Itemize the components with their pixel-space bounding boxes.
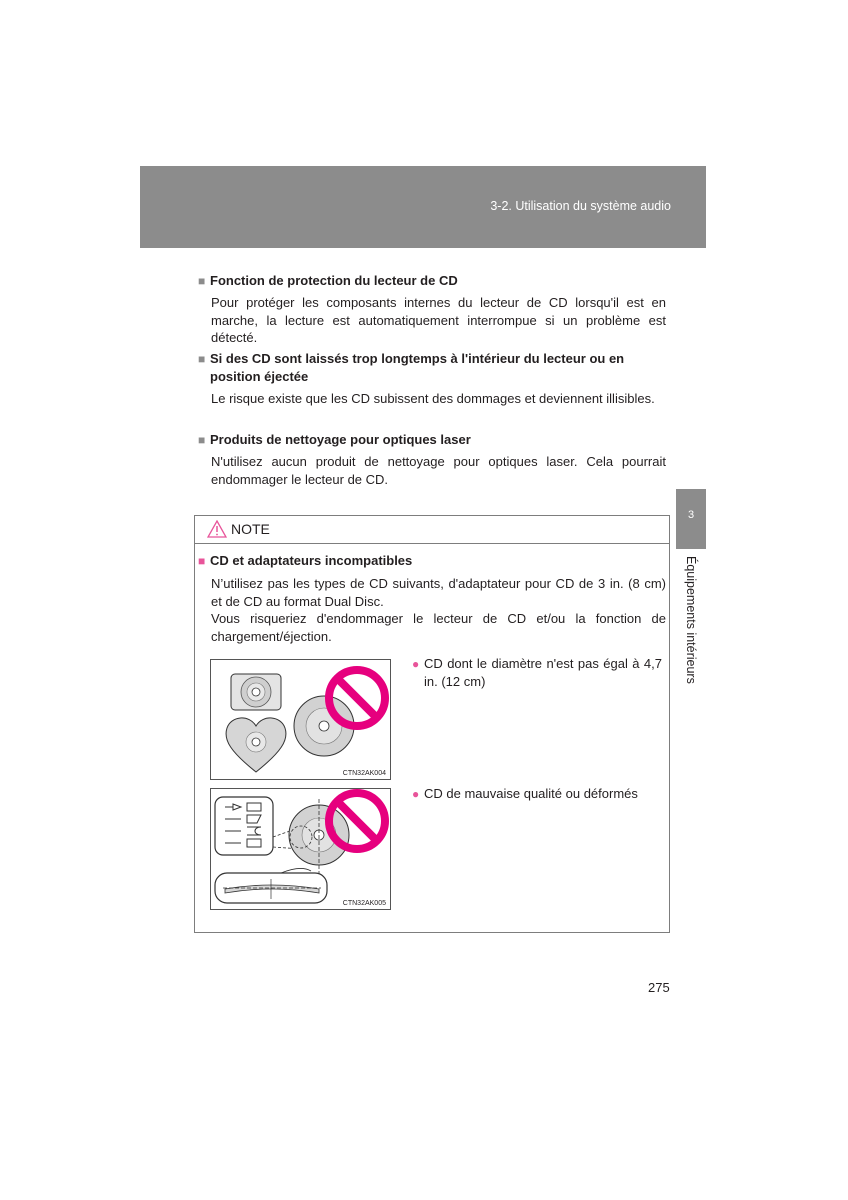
section-body: Pour protéger les composants internes du lecteur de CD lorsqu'il est en marche, la lecture est automatiquement interrompue si un problème est détecté. <box>211 295 666 345</box>
bullet-icon: ● <box>412 787 420 801</box>
warped-cd-illustration <box>211 789 390 909</box>
figure-warped-cds <box>210 788 391 910</box>
header-bar <box>140 166 706 248</box>
section-cleaning <box>198 431 666 488</box>
list-item <box>412 655 662 691</box>
note-header <box>195 516 669 544</box>
section-protection <box>198 272 666 347</box>
note-section <box>198 552 666 645</box>
square-bullet-icon: ■ <box>198 433 206 447</box>
section-cd-left <box>198 350 666 408</box>
section-heading: Produits de nettoyage pour optiques laser <box>210 432 471 447</box>
figure-odd-shaped-cds <box>210 659 391 780</box>
section-body: Le risque existe que les CD subissent des dommages et deviennent illisibles. <box>211 391 655 406</box>
note-heading: CD et adaptateurs incompatibles <box>210 553 413 568</box>
section-heading: Fonction de protection du lecteur de CD <box>210 273 458 288</box>
section-heading: Si des CD sont laissés trop longtemps à l'intérieur du lecteur ou en position éjectée <box>210 351 625 384</box>
page-number: 275 <box>648 980 670 995</box>
chapter-number: 3 <box>687 509 695 521</box>
warning-icon <box>207 520 227 538</box>
bullet-icon: ● <box>412 657 420 671</box>
list-item <box>412 785 662 803</box>
note-paragraph-1: N’utilisez pas les types de CD suivants, d'adaptateur pour CD de 3 in. (8 cm) et de CD au format Dual Disc. <box>211 576 666 609</box>
list-item-text: CD dont le diamètre n'est pas égal à 4,7 in. (12 cm) <box>424 656 662 689</box>
square-bullet-icon: ■ <box>198 554 206 568</box>
figure-code: CTN32AK005 <box>342 900 386 907</box>
square-bullet-icon: ■ <box>198 352 206 366</box>
note-paragraph-2: Vous risqueriez d'endommager le lecteur de CD et/ou la fonction de chargement/éjection. <box>211 611 666 644</box>
list-item-text: CD de mauvaise qualité ou déformés <box>424 786 638 801</box>
chapter-label: Équipements intérieurs <box>684 556 698 684</box>
chapter-tab <box>676 489 706 549</box>
section-body: N'utilisez aucun produit de nettoyage pour optiques laser. Cela pourrait endommager le lecteur de CD. <box>211 454 666 487</box>
odd-shaped-cd-illustration <box>211 660 390 779</box>
note-label: NOTE <box>231 521 270 537</box>
header-title: 3-2. Utilisation du système audio <box>490 199 671 213</box>
figure-code: CTN32AK004 <box>342 770 386 777</box>
square-bullet-icon: ■ <box>198 274 206 288</box>
